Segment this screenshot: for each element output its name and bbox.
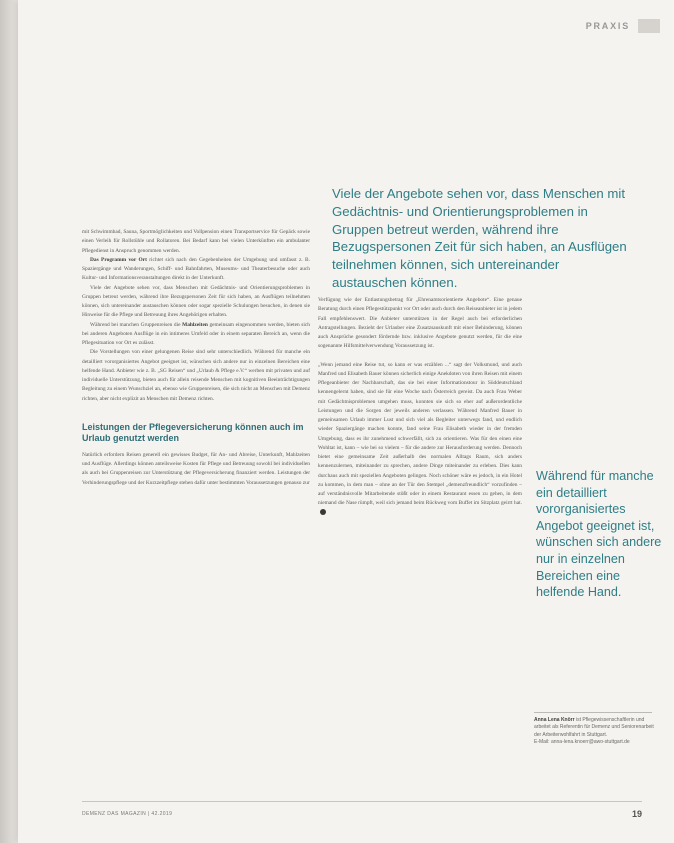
- page-fold-shadow: [0, 0, 18, 843]
- page-number: 19: [631, 809, 642, 819]
- journal-info: DEMENZ DAS MAGAZIN | 42.2019: [82, 811, 173, 817]
- pull-quote-side: Während für manche ein detailliert vororganisiertes Angebot geeignet ist, wünschen sich andere nur in einzelnen Bereichen eine helfende Hand.: [536, 469, 662, 600]
- paragraph: mit Schwimmbad, Sauna, Sportmöglichkeiten und Vollpension einen Transportservice für Gepäck sowie einen Verleih für Rollstühle und Rollatoren. Bei Bedarf kann bei vielen Unterkünften ein ambulanter Pflegedienst in Anspruch genommen werden.: [82, 229, 310, 254]
- paragraph: Verfügung wie der Entlastungsbetrag für „Ehrenamtsorientierte Angebote“. Eine genaue Beratung durch einen Pflegestützpunkt vor Ort oder auch durch den Reiseanbieter ist in jedem Fall empfehlenswert. Die Anbieter unterstützen in der Regel auch bei erforderlichen Antragstellungen. Bezieht der Urlauber eine Zusatzsauskunft mit einer Behinderung, können auch Ansprüche gesondert fördernde bzw. inklusive Angebote genutzt werden, für die eine sogenannte Hilfsmittelverwendung Voraussetzung ist.: [318, 297, 522, 350]
- author-name: Anna Lena Knörr: [534, 717, 575, 723]
- paragraph: Die Vorstellungen von einer gelungenen Reise sind sehr unterschiedlich. Während für manche ein detailliert vororganisiertes Angebot geeignet ist, wünschen sich andere nur in einzelnen Bereichen eine helfende Hand. Anbieter wie z. B. „SG Reisen“ und „Urlaub & Pflege e.V.“ werben mit privaten und auf individuelle Unterstützung, bieten auch für allein reisende Menschen mit kognitiven Beeinträchtigungen Begleitung zu einem Wunschziel an, ebenso wie Gruppenreisen, die sich nicht an Menschen mit Demenz richten, aber nicht explizit an Menschen mit Demenz richten.: [82, 349, 310, 402]
- end-mark-icon: [320, 509, 326, 515]
- text-column-middle: [318, 296, 522, 518]
- paragraph: Viele der Angebote sehen vor, dass Menschen mit Gedächtnis- und Orientierungsproblemen in Gruppen betreut werden, während ihre Bezugspersonen Zeit für sich haben, an Ausflügen teilnehmen können, sich untereinander austauschen können oder sogar spezielle Schulungen besuchen, in denen sie Hinweise für die Pflege und Betreuung ihres Angehörigen erhalten.: [82, 284, 310, 319]
- paragraph: [318, 361, 522, 518]
- page-footer: [82, 807, 642, 821]
- pull-quote-top: Viele der Angebote sehen vor, dass Menschen mit Gedächtnis- und Orientierungsproblemen in Gruppen betreut werden, während ihre Bezugspersonen Zeit für sich haben, an Ausflügen teilnehmen können, sich untereinander austauschen können.: [332, 186, 627, 291]
- section-marker: [638, 19, 660, 33]
- paragraph: [82, 321, 310, 349]
- author-divider: [534, 712, 652, 713]
- author-bio: [534, 717, 662, 739]
- bold-lead: Das Programm vor Ort: [90, 256, 147, 263]
- section-label: PRAXIS: [585, 21, 630, 31]
- text-column-left: [82, 228, 310, 488]
- author-bio-text: ist Pflegewissenschaftlerin und arbeitet als Referentin für Demenz und Seniorenarbeit der Arbeiterwohlfahrt in Stuttgart.: [534, 717, 654, 738]
- author-email[interactable]: E-Mail: anna-lena.knoerr@awo-stuttgart.de: [534, 739, 630, 746]
- paragraph-text: richtet sich nach den Gegebenheiten der Umgebung und umfasst z. B. Spaziergänge und Wanderungen, Schiff- und Bahnfahrten, Museums- und Theaterbesuche oder auch Kultur- und Informationsveranstaltungen direkt in der Unterkunft.: [82, 256, 310, 282]
- section-header: [586, 19, 660, 33]
- paragraph-text: gemeinsam eingenommen werden, bieten sich bei anderen Angeboten Ausflüge in ein intimeres Umfeld oder in einem separaten Bereich an, wenn die Pflegesituation vor Ort es zulässt.: [82, 321, 310, 346]
- bold-term: Mahlzeiten: [182, 321, 208, 328]
- section-subheading: Leistungen der Pflegeversicherung können auch im Urlaub genutzt werden: [82, 421, 304, 444]
- paragraph-text: „Wenn jemand eine Reise tut, so kann er was erzählen ...“ sagt der Volksmund, und auch Manfred und Elisabeth Bauer können sicherlich einige Anekdoten von ihren Reisen mit einem Pflegeanbieter der Nachbarschaft, das sie bei einer Informationstour in Süddeutschland kennengelernt haben, sind sie für eine Woche nach Österreich gereist. Da auch Frau Weber mit Gedächtnisproblemen umgehen muss, konnten sie sich so eher auf außerordentliche Leistungen und die Sorgen der jeweils anderen verlassen. Während Manfred Bauer in gemeinsamen Urlaub immer Lust und sich viel als Begleiter unterwegs fand, und endlich wieder Spaziergänge machen konnte, fand seine Frau Elisabeth wieder in der fremden Umgebung, dass es ihr zunehmend schwerfällt, sich zu orientieren. Was für den einen eine Wohltat ist, kann – wie bei so vielem – für die andere zur Herausforderung werden. Dennoch bietet eine gemeinsame Zeit außerhalb des normalen Alltags Raum, sich anders kennenzulernen, miteinander zu sprechen, andere Dinge miteinander zu erleben. Dies kann durchaus auch mit speziellen Angeboten gelingen. Noch schöner wäre es jedoch, in ein Hotel zu kommen, in dem man – ohne an der Tür den Stempel „demenzfreundlich“ vorzufinden – auf verständnisvolle Mitarbeitende stößt oder in einem Restaurant essen zu gehen, in dem niemand die Nase rümpft, weil sich jemand beim Rückweg vom Buffet im Sitzplatz geirrt hat.: [318, 361, 522, 507]
- paragraph-text: Während bei manchen Gruppenreisen die: [90, 321, 183, 328]
- paragraph: [82, 256, 310, 284]
- author-box: [534, 712, 662, 747]
- footer-rule: [82, 801, 642, 802]
- paragraph: Natürlich erfordern Reisen generell ein gewisses Budget, für An- und Abreise, Unterkunft, Mahlzeiten und Ausflüge. Allerdings können anteilsweise Kosten für Pflege und Betreuung sowohl bei individuellen als auch bei Gruppenreisen zur Unterstützung der Pflegeversicherung finanziert werden. Leistungen der Verhinderungspflege und der Kurzzeitpflege stehen dafür unter bestimmten Voraussetzungen genauso zur: [82, 451, 310, 486]
